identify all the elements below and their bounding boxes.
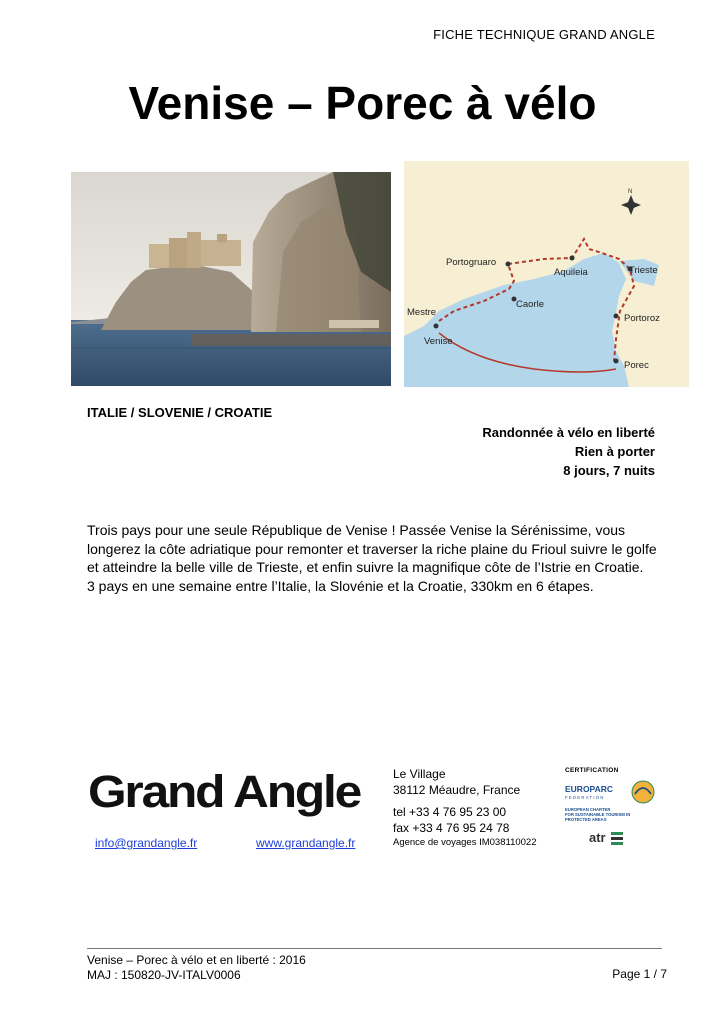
certification-label: CERTIFICATION: [565, 767, 619, 774]
address-line: Le Village: [393, 767, 446, 781]
coastal-castle-photo: [71, 172, 391, 386]
map-label-aquileia: Aquileia: [554, 267, 588, 278]
grand-angle-logo: [88, 763, 363, 823]
tagline-line: 8 jours, 7 nuits: [563, 463, 655, 478]
countries-heading: ITALIE / SLOVENIE / CROATIE: [87, 405, 273, 420]
svg-text:Grand Angle: Grand Angle: [88, 766, 362, 817]
footer-title: Venise – Porec à vélo et en liberté : 2016: [87, 953, 306, 967]
map-label-caorle: Caorle: [516, 299, 544, 310]
atr-logo: [565, 829, 660, 847]
map-label-mestre: Mestre: [407, 307, 437, 318]
email-link[interactable]: info@grandangle.fr: [95, 836, 198, 850]
footer-divider: [87, 948, 662, 949]
footer-info: [87, 953, 306, 983]
map-label-porec: Porec: [624, 360, 649, 371]
svg-text:EUROPEAN CHARTER: EUROPEAN CHARTER: [565, 807, 611, 812]
svg-text:PROTECTED AREAS: PROTECTED AREAS: [565, 817, 607, 822]
map-label-portoroz: Portoroz: [624, 313, 660, 324]
page-number: Page 1 / 7: [612, 967, 667, 981]
address-line: 38112 Méaudre, France: [393, 783, 521, 797]
footer-reference: MAJ : 150820-JV-ITALV0006: [87, 968, 241, 982]
description: [87, 521, 667, 595]
description-paragraph: 3 pays en une semaine entre l’Italie, la Slovénie et la Croatie, 330km en 6 étapes.: [87, 577, 594, 594]
fax-number: fax +33 4 76 95 24 78: [393, 821, 510, 835]
phone-number: tel +33 4 76 95 23 00: [393, 805, 507, 819]
svg-text:atr: atr: [589, 830, 606, 845]
contact-block: [393, 766, 520, 836]
website-link[interactable]: www.grandangle.fr: [256, 836, 356, 850]
page-title: Venise – Porec à vélo: [128, 77, 597, 129]
tagline: [482, 423, 655, 480]
svg-text:FOR SUSTAINABLE TOURISM IN: FOR SUSTAINABLE TOURISM IN: [565, 812, 631, 817]
svg-text:FEDERATION: FEDERATION: [565, 795, 605, 800]
map-label-venise: Venise: [424, 336, 453, 347]
agency-license: Agence de voyages IM038110022: [393, 837, 537, 848]
tagline-line: Rien à porter: [574, 444, 655, 459]
europarc-logo: [565, 774, 660, 824]
certification-block: [565, 767, 660, 852]
route-map: [404, 161, 689, 387]
map-label-trieste: Trieste: [629, 265, 658, 276]
svg-text:N: N: [628, 189, 633, 195]
map-label-portogruaro: Portogruaro: [446, 257, 497, 268]
header-label: FICHE TECHNIQUE GRAND ANGLE: [433, 27, 655, 42]
svg-text:EUROPARC: EUROPARC: [565, 784, 614, 794]
description-paragraph: Trois pays pour une seule République de Venise ! Passée Venise la Sérénissime, vous longerez la côte adriatique pour remonter et traverser la riche plaine du Frioul suivre le golfe et atteindre la belle ville de Trieste, et enfin suivre la magnifique côte de l’Istrie en Croatie.: [87, 522, 657, 575]
tagline-line: Randonnée à vélo en liberté: [482, 425, 655, 440]
